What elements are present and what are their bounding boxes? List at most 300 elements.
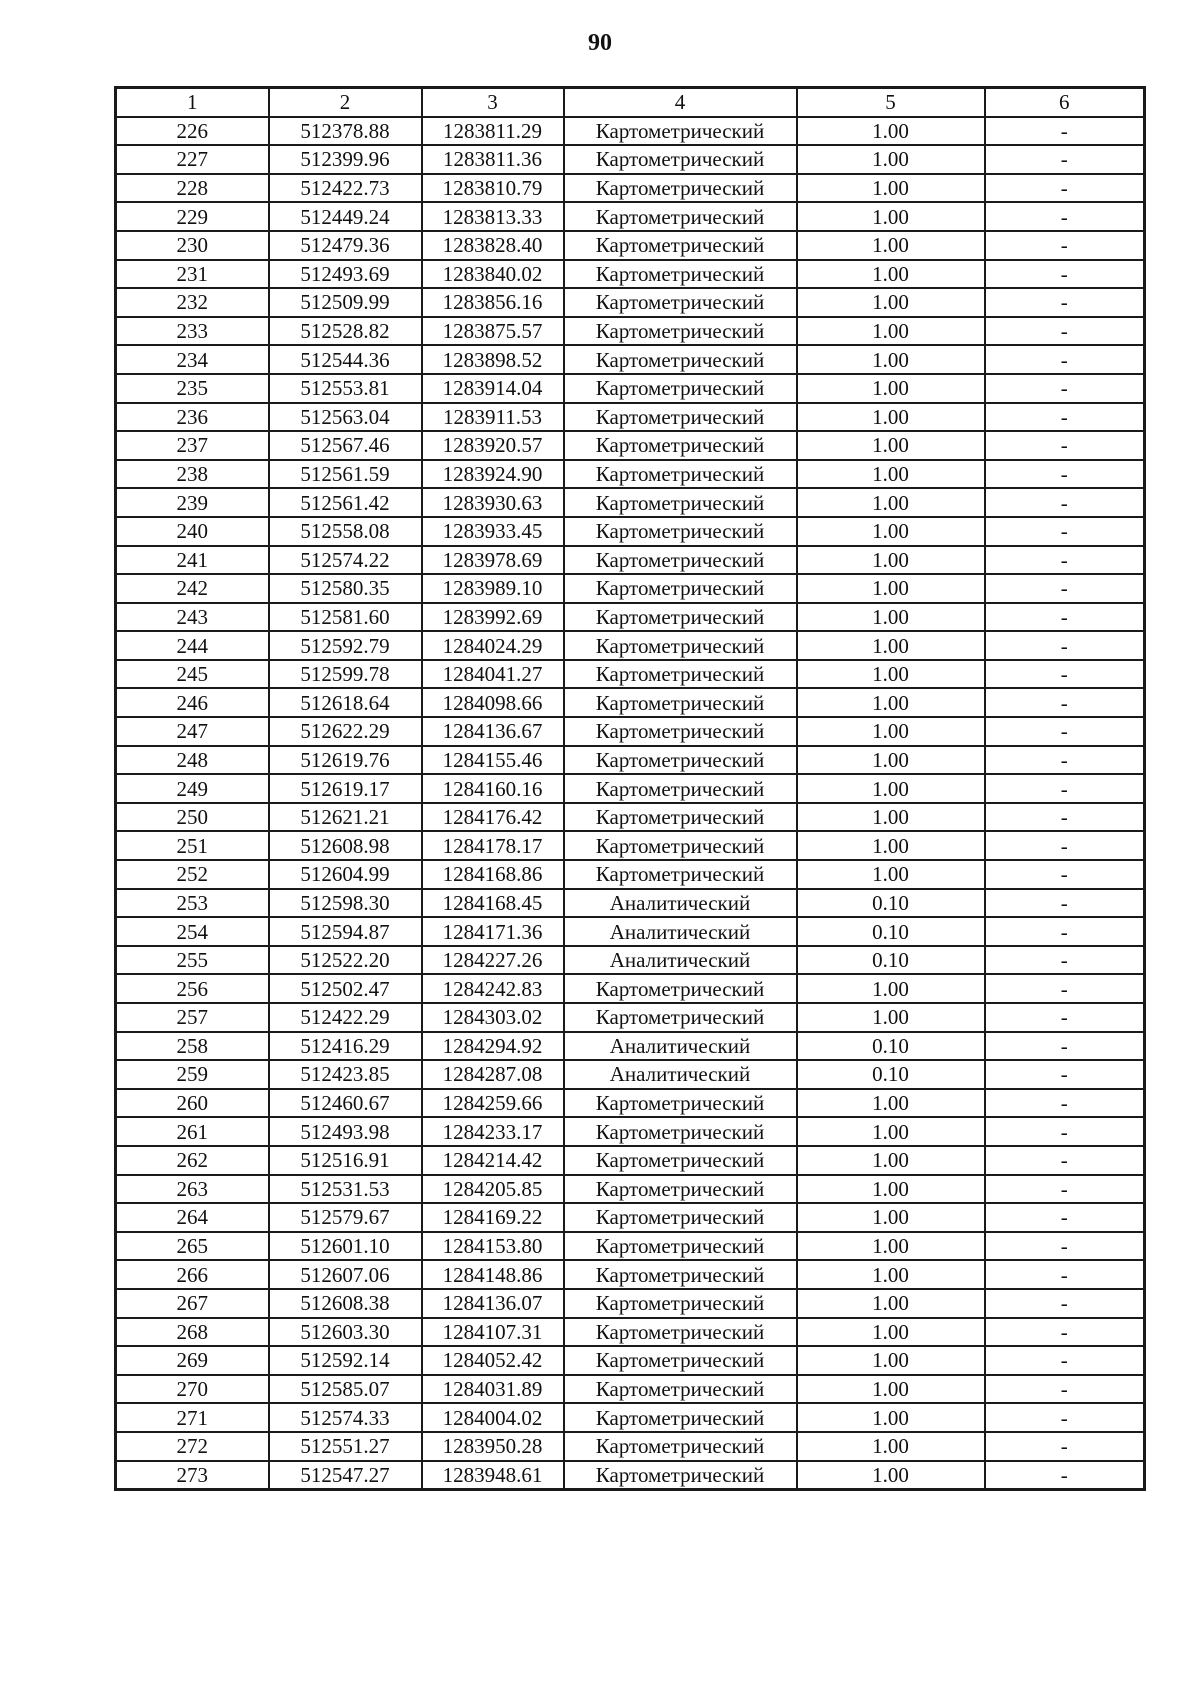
accuracy-cell: 0.10 (797, 1060, 985, 1089)
x-coordinate-cell: 512574.33 (269, 1403, 422, 1432)
point-number-cell: 262 (116, 1146, 269, 1175)
y-coordinate-cell: 1284178.17 (422, 831, 564, 860)
accuracy-cell: 1.00 (797, 746, 985, 775)
table-row (116, 860, 1145, 889)
table-row (116, 317, 1145, 346)
accuracy-cell: 0.10 (797, 946, 985, 975)
x-coordinate-cell: 512581.60 (269, 603, 422, 632)
x-coordinate-cell: 512553.81 (269, 374, 422, 403)
method-cell: Картометрический (564, 1346, 797, 1375)
note-cell: - (985, 1032, 1145, 1061)
note-cell: - (985, 288, 1145, 317)
note-cell: - (985, 746, 1145, 775)
x-coordinate-cell: 512502.47 (269, 974, 422, 1003)
table-row (116, 803, 1145, 832)
y-coordinate-cell: 1284004.02 (422, 1403, 564, 1432)
accuracy-cell: 1.00 (797, 403, 985, 432)
table-row (116, 1403, 1145, 1432)
table-row (116, 603, 1145, 632)
coordinates-table (114, 86, 1146, 1491)
x-coordinate-cell: 512592.79 (269, 631, 422, 660)
note-cell: - (985, 231, 1145, 260)
x-coordinate-cell: 512528.82 (269, 317, 422, 346)
y-coordinate-cell: 1283813.33 (422, 202, 564, 231)
y-coordinate-cell: 1284171.36 (422, 917, 564, 946)
x-coordinate-cell: 512558.08 (269, 517, 422, 546)
x-coordinate-cell: 512563.04 (269, 403, 422, 432)
y-coordinate-cell: 1284031.89 (422, 1375, 564, 1404)
note-cell: - (985, 660, 1145, 689)
method-cell: Картометрический (564, 1117, 797, 1146)
note-cell: - (985, 1003, 1145, 1032)
x-coordinate-cell: 512449.24 (269, 202, 422, 231)
method-cell: Картометрический (564, 631, 797, 660)
y-coordinate-cell: 1284259.66 (422, 1089, 564, 1118)
point-number-cell: 233 (116, 317, 269, 346)
y-coordinate-cell: 1283811.36 (422, 145, 564, 174)
accuracy-cell: 1.00 (797, 1260, 985, 1289)
x-coordinate-cell: 512493.98 (269, 1117, 422, 1146)
method-cell: Картометрический (564, 1232, 797, 1261)
point-number-cell: 234 (116, 345, 269, 374)
note-cell: - (985, 917, 1145, 946)
point-number-cell: 272 (116, 1432, 269, 1461)
method-cell: Картометрический (564, 1318, 797, 1347)
accuracy-cell: 1.00 (797, 1203, 985, 1232)
x-coordinate-cell: 512599.78 (269, 660, 422, 689)
column-header: 3 (422, 88, 564, 117)
accuracy-cell: 1.00 (797, 517, 985, 546)
method-cell: Картометрический (564, 202, 797, 231)
table-row (116, 946, 1145, 975)
x-coordinate-cell: 512567.46 (269, 431, 422, 460)
point-number-cell: 246 (116, 688, 269, 717)
table-row (116, 117, 1145, 146)
table-header-row (116, 88, 1145, 117)
point-number-cell: 256 (116, 974, 269, 1003)
table-row (116, 774, 1145, 803)
method-cell: Картометрический (564, 803, 797, 832)
method-cell: Картометрический (564, 145, 797, 174)
table-row (116, 403, 1145, 432)
note-cell: - (985, 1289, 1145, 1318)
method-cell: Картометрический (564, 1461, 797, 1490)
y-coordinate-cell: 1284155.46 (422, 746, 564, 775)
method-cell: Картометрический (564, 231, 797, 260)
note-cell: - (985, 345, 1145, 374)
accuracy-cell: 1.00 (797, 431, 985, 460)
note-cell: - (985, 1232, 1145, 1261)
note-cell: - (985, 1260, 1145, 1289)
point-number-cell: 241 (116, 546, 269, 575)
method-cell: Картометрический (564, 1146, 797, 1175)
point-number-cell: 254 (116, 917, 269, 946)
point-number-cell: 257 (116, 1003, 269, 1032)
x-coordinate-cell: 512621.21 (269, 803, 422, 832)
x-coordinate-cell: 512522.20 (269, 946, 422, 975)
point-number-cell: 245 (116, 660, 269, 689)
accuracy-cell: 1.00 (797, 488, 985, 517)
y-coordinate-cell: 1284205.85 (422, 1175, 564, 1204)
accuracy-cell: 1.00 (797, 860, 985, 889)
y-coordinate-cell: 1283920.57 (422, 431, 564, 460)
note-cell: - (985, 717, 1145, 746)
y-coordinate-cell: 1284168.86 (422, 860, 564, 889)
table-row (116, 345, 1145, 374)
method-cell: Картометрический (564, 317, 797, 346)
note-cell: - (985, 431, 1145, 460)
table-row (116, 1089, 1145, 1118)
method-cell: Картометрический (564, 717, 797, 746)
note-cell: - (985, 803, 1145, 832)
note-cell: - (985, 403, 1145, 432)
accuracy-cell: 1.00 (797, 345, 985, 374)
method-cell: Картометрический (564, 1403, 797, 1432)
table-row (116, 517, 1145, 546)
column-header: 5 (797, 88, 985, 117)
table-row (116, 917, 1145, 946)
method-cell: Картометрический (564, 345, 797, 374)
point-number-cell: 267 (116, 1289, 269, 1318)
y-coordinate-cell: 1283811.29 (422, 117, 564, 146)
y-coordinate-cell: 1284041.27 (422, 660, 564, 689)
accuracy-cell: 1.00 (797, 231, 985, 260)
point-number-cell: 273 (116, 1461, 269, 1490)
accuracy-cell: 1.00 (797, 546, 985, 575)
point-number-cell: 266 (116, 1260, 269, 1289)
note-cell: - (985, 1461, 1145, 1490)
table-row (116, 1432, 1145, 1461)
note-cell: - (985, 546, 1145, 575)
y-coordinate-cell: 1284303.02 (422, 1003, 564, 1032)
x-coordinate-cell: 512544.36 (269, 345, 422, 374)
y-coordinate-cell: 1284052.42 (422, 1346, 564, 1375)
point-number-cell: 263 (116, 1175, 269, 1204)
x-coordinate-cell: 512585.07 (269, 1375, 422, 1404)
page-number: 90 (588, 30, 612, 56)
note-cell: - (985, 174, 1145, 203)
point-number-cell: 227 (116, 145, 269, 174)
point-number-cell: 259 (116, 1060, 269, 1089)
table-row (116, 431, 1145, 460)
table-row (116, 1032, 1145, 1061)
x-coordinate-cell: 512594.87 (269, 917, 422, 946)
column-header: 6 (985, 88, 1145, 117)
table-row (116, 746, 1145, 775)
method-cell: Картометрический (564, 603, 797, 632)
column-header: 1 (116, 88, 269, 117)
method-cell: Картометрический (564, 1089, 797, 1118)
accuracy-cell: 0.10 (797, 1032, 985, 1061)
note-cell: - (985, 460, 1145, 489)
table-body (116, 117, 1145, 1490)
table-row (116, 460, 1145, 489)
x-coordinate-cell: 512479.36 (269, 231, 422, 260)
x-coordinate-cell: 512619.17 (269, 774, 422, 803)
accuracy-cell: 1.00 (797, 974, 985, 1003)
point-number-cell: 251 (116, 831, 269, 860)
table-row (116, 1346, 1145, 1375)
column-header: 4 (564, 88, 797, 117)
y-coordinate-cell: 1283950.28 (422, 1432, 564, 1461)
table-row (116, 574, 1145, 603)
y-coordinate-cell: 1284024.29 (422, 631, 564, 660)
point-number-cell: 235 (116, 374, 269, 403)
point-number-cell: 242 (116, 574, 269, 603)
note-cell: - (985, 517, 1145, 546)
table-row (116, 974, 1145, 1003)
note-cell: - (985, 1117, 1145, 1146)
x-coordinate-cell: 512574.22 (269, 546, 422, 575)
note-cell: - (985, 774, 1145, 803)
table-row (116, 174, 1145, 203)
point-number-cell: 240 (116, 517, 269, 546)
table-row (116, 1375, 1145, 1404)
point-number-cell: 247 (116, 717, 269, 746)
y-coordinate-cell: 1283856.16 (422, 288, 564, 317)
table-row (116, 231, 1145, 260)
note-cell: - (985, 374, 1145, 403)
table-row (116, 1318, 1145, 1347)
table-row (116, 374, 1145, 403)
x-coordinate-cell: 512580.35 (269, 574, 422, 603)
note-cell: - (985, 202, 1145, 231)
y-coordinate-cell: 1284136.67 (422, 717, 564, 746)
x-coordinate-cell: 512422.73 (269, 174, 422, 203)
x-coordinate-cell: 512598.30 (269, 889, 422, 918)
accuracy-cell: 1.00 (797, 1232, 985, 1261)
accuracy-cell: 1.00 (797, 1461, 985, 1490)
y-coordinate-cell: 1283840.02 (422, 260, 564, 289)
table-row (116, 1117, 1145, 1146)
note-cell: - (985, 1375, 1145, 1404)
method-cell: Картометрический (564, 517, 797, 546)
note-cell: - (985, 889, 1145, 918)
method-cell: Аналитический (564, 917, 797, 946)
column-header: 2 (269, 88, 422, 117)
x-coordinate-cell: 512531.53 (269, 1175, 422, 1204)
method-cell: Картометрический (564, 1175, 797, 1204)
y-coordinate-cell: 1284242.83 (422, 974, 564, 1003)
accuracy-cell: 1.00 (797, 631, 985, 660)
y-coordinate-cell: 1284227.26 (422, 946, 564, 975)
y-coordinate-cell: 1284153.80 (422, 1232, 564, 1261)
table-row (116, 688, 1145, 717)
table-row (116, 1060, 1145, 1089)
x-coordinate-cell: 512622.29 (269, 717, 422, 746)
table-row (116, 488, 1145, 517)
accuracy-cell: 1.00 (797, 1346, 985, 1375)
method-cell: Картометрический (564, 746, 797, 775)
point-number-cell: 271 (116, 1403, 269, 1432)
accuracy-cell: 1.00 (797, 288, 985, 317)
method-cell: Картометрический (564, 1432, 797, 1461)
table-row (116, 1146, 1145, 1175)
method-cell: Картометрический (564, 117, 797, 146)
x-coordinate-cell: 512516.91 (269, 1146, 422, 1175)
method-cell: Картометрический (564, 660, 797, 689)
method-cell: Аналитический (564, 1032, 797, 1061)
accuracy-cell: 1.00 (797, 374, 985, 403)
x-coordinate-cell: 512399.96 (269, 145, 422, 174)
accuracy-cell: 1.00 (797, 1089, 985, 1118)
note-cell: - (985, 831, 1145, 860)
x-coordinate-cell: 512601.10 (269, 1232, 422, 1261)
method-cell: Картометрический (564, 431, 797, 460)
point-number-cell: 230 (116, 231, 269, 260)
table-row (116, 1461, 1145, 1490)
table-row (116, 831, 1145, 860)
x-coordinate-cell: 512378.88 (269, 117, 422, 146)
x-coordinate-cell: 512608.98 (269, 831, 422, 860)
method-cell: Аналитический (564, 889, 797, 918)
point-number-cell: 270 (116, 1375, 269, 1404)
accuracy-cell: 1.00 (797, 145, 985, 174)
note-cell: - (985, 631, 1145, 660)
point-number-cell: 249 (116, 774, 269, 803)
note-cell: - (985, 1432, 1145, 1461)
note-cell: - (985, 860, 1145, 889)
note-cell: - (985, 1060, 1145, 1089)
method-cell: Картометрический (564, 1003, 797, 1032)
x-coordinate-cell: 512579.67 (269, 1203, 422, 1232)
y-coordinate-cell: 1284287.08 (422, 1060, 564, 1089)
x-coordinate-cell: 512608.38 (269, 1289, 422, 1318)
accuracy-cell: 1.00 (797, 1289, 985, 1318)
y-coordinate-cell: 1283828.40 (422, 231, 564, 260)
y-coordinate-cell: 1284107.31 (422, 1318, 564, 1347)
accuracy-cell: 1.00 (797, 1175, 985, 1204)
accuracy-cell: 1.00 (797, 660, 985, 689)
point-number-cell: 258 (116, 1032, 269, 1061)
accuracy-cell: 1.00 (797, 174, 985, 203)
accuracy-cell: 1.00 (797, 117, 985, 146)
y-coordinate-cell: 1283810.79 (422, 174, 564, 203)
accuracy-cell: 1.00 (797, 1403, 985, 1432)
method-cell: Картометрический (564, 774, 797, 803)
note-cell: - (985, 688, 1145, 717)
x-coordinate-cell: 512561.59 (269, 460, 422, 489)
x-coordinate-cell: 512460.67 (269, 1089, 422, 1118)
method-cell: Картометрический (564, 488, 797, 517)
accuracy-cell: 1.00 (797, 803, 985, 832)
method-cell: Картометрический (564, 688, 797, 717)
x-coordinate-cell: 512547.27 (269, 1461, 422, 1490)
method-cell: Картометрический (564, 174, 797, 203)
note-cell: - (985, 260, 1145, 289)
point-number-cell: 237 (116, 431, 269, 460)
x-coordinate-cell: 512561.42 (269, 488, 422, 517)
point-number-cell: 269 (116, 1346, 269, 1375)
accuracy-cell: 1.00 (797, 574, 985, 603)
note-cell: - (985, 317, 1145, 346)
x-coordinate-cell: 512551.27 (269, 1432, 422, 1461)
point-number-cell: 265 (116, 1232, 269, 1261)
table-row (116, 717, 1145, 746)
accuracy-cell: 1.00 (797, 1146, 985, 1175)
y-coordinate-cell: 1283948.61 (422, 1461, 564, 1490)
x-coordinate-cell: 512416.29 (269, 1032, 422, 1061)
method-cell: Аналитический (564, 1060, 797, 1089)
y-coordinate-cell: 1283911.53 (422, 403, 564, 432)
note-cell: - (985, 1146, 1145, 1175)
point-number-cell: 248 (116, 746, 269, 775)
table-row (116, 546, 1145, 575)
accuracy-cell: 1.00 (797, 260, 985, 289)
y-coordinate-cell: 1284169.22 (422, 1203, 564, 1232)
y-coordinate-cell: 1283992.69 (422, 603, 564, 632)
accuracy-cell: 0.10 (797, 917, 985, 946)
note-cell: - (985, 1175, 1145, 1204)
accuracy-cell: 1.00 (797, 774, 985, 803)
y-coordinate-cell: 1284233.17 (422, 1117, 564, 1146)
table-row (116, 145, 1145, 174)
point-number-cell: 252 (116, 860, 269, 889)
table-row (116, 1203, 1145, 1232)
note-cell: - (985, 1403, 1145, 1432)
table-row (116, 288, 1145, 317)
table-row (116, 1175, 1145, 1204)
note-cell: - (985, 1346, 1145, 1375)
note-cell: - (985, 946, 1145, 975)
y-coordinate-cell: 1284176.42 (422, 803, 564, 832)
point-number-cell: 264 (116, 1203, 269, 1232)
table-row (116, 1003, 1145, 1032)
method-cell: Картометрический (564, 974, 797, 1003)
method-cell: Картометрический (564, 1203, 797, 1232)
point-number-cell: 236 (116, 403, 269, 432)
note-cell: - (985, 974, 1145, 1003)
x-coordinate-cell: 512509.99 (269, 288, 422, 317)
y-coordinate-cell: 1284294.92 (422, 1032, 564, 1061)
y-coordinate-cell: 1284160.16 (422, 774, 564, 803)
method-cell: Картометрический (564, 1260, 797, 1289)
x-coordinate-cell: 512423.85 (269, 1060, 422, 1089)
y-coordinate-cell: 1283930.63 (422, 488, 564, 517)
table-row (116, 1232, 1145, 1261)
y-coordinate-cell: 1283914.04 (422, 374, 564, 403)
x-coordinate-cell: 512618.64 (269, 688, 422, 717)
y-coordinate-cell: 1283924.90 (422, 460, 564, 489)
method-cell: Картометрический (564, 1289, 797, 1318)
y-coordinate-cell: 1284148.86 (422, 1260, 564, 1289)
point-number-cell: 268 (116, 1318, 269, 1347)
accuracy-cell: 1.00 (797, 603, 985, 632)
method-cell: Картометрический (564, 260, 797, 289)
accuracy-cell: 0.10 (797, 889, 985, 918)
point-number-cell: 260 (116, 1089, 269, 1118)
table-row (116, 260, 1145, 289)
method-cell: Картометрический (564, 403, 797, 432)
point-number-cell: 232 (116, 288, 269, 317)
point-number-cell: 229 (116, 202, 269, 231)
x-coordinate-cell: 512592.14 (269, 1346, 422, 1375)
point-number-cell: 244 (116, 631, 269, 660)
method-cell: Картометрический (564, 831, 797, 860)
point-number-cell: 239 (116, 488, 269, 517)
point-number-cell: 243 (116, 603, 269, 632)
x-coordinate-cell: 512619.76 (269, 746, 422, 775)
accuracy-cell: 1.00 (797, 688, 985, 717)
note-cell: - (985, 488, 1145, 517)
accuracy-cell: 1.00 (797, 460, 985, 489)
method-cell: Картометрический (564, 288, 797, 317)
table-row (116, 660, 1145, 689)
y-coordinate-cell: 1283978.69 (422, 546, 564, 575)
note-cell: - (985, 1318, 1145, 1347)
note-cell: - (985, 145, 1145, 174)
accuracy-cell: 1.00 (797, 1375, 985, 1404)
